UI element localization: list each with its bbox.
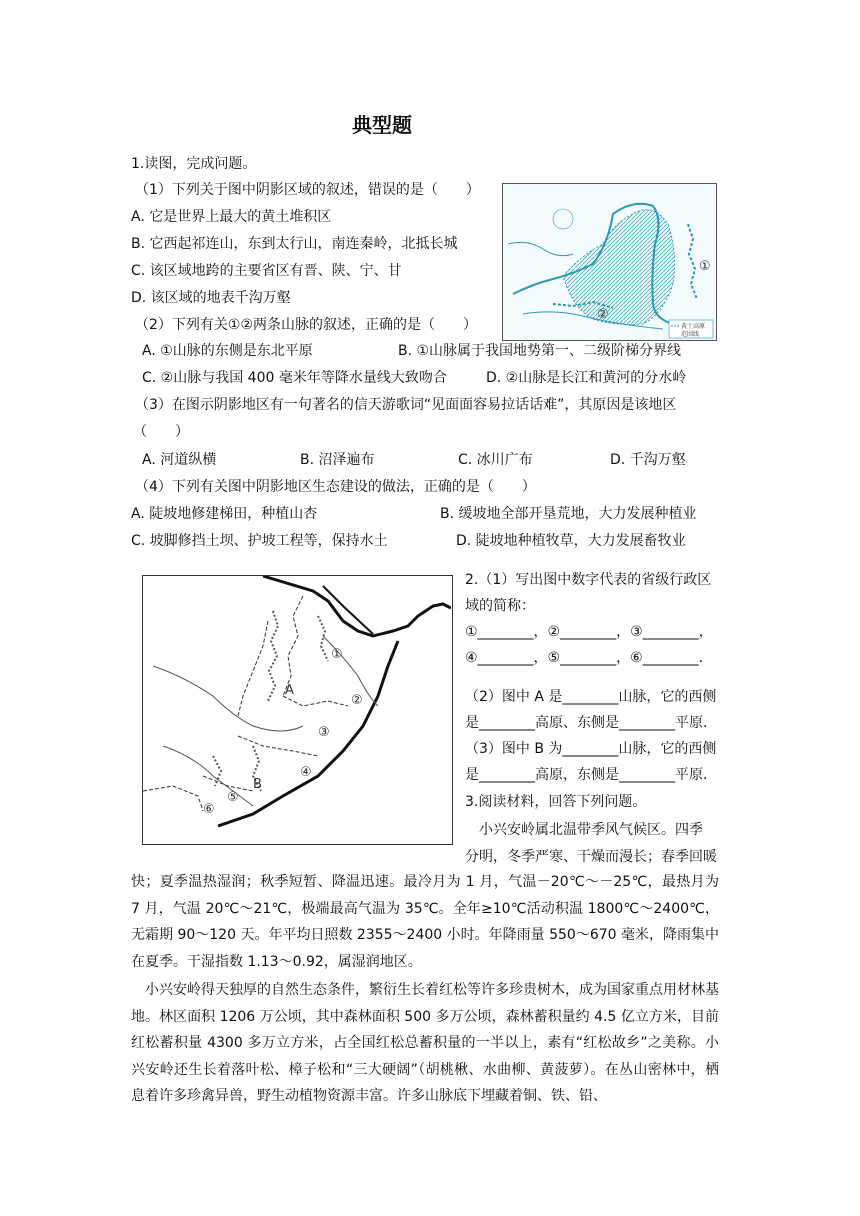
q2-line-1: 2.（1）写出图中数字代表的省级行政区 — [465, 572, 712, 588]
river-line — [163, 746, 253, 806]
province-boundary — [203, 776, 253, 791]
q1-p4-option-a: A. 陡坡地修建梯田，种植山杏 — [131, 506, 318, 522]
northeast-china-map — [142, 575, 453, 845]
q3-para1-line2: 分明，冬季严寒、干燥而漫长；春季回暖 — [465, 849, 717, 865]
loess-plateau-map — [502, 183, 717, 341]
country-border — [323, 586, 373, 634]
q1-p1-option-d: D. 该区域的地表千沟万壑 — [131, 290, 291, 306]
province-boundary — [283, 596, 303, 696]
province-label-5: ⑤ — [227, 790, 239, 805]
legend-label-2: 范围线 — [681, 331, 700, 338]
q1-p1-option-b: B. 它西起祁连山，东到太行山，南连秦岭，北抵长城 — [131, 236, 458, 252]
mountain-ridge — [688, 224, 697, 299]
q2-line-4: ④________，⑤________，⑥________. — [465, 650, 704, 666]
q2-line-8: 是________高原，东侧是________平原. — [465, 767, 708, 783]
q1-p2-option-a: A. ①山脉的东侧是东北平原 — [142, 343, 313, 359]
river-line — [508, 242, 573, 255]
q1-p1-stem: （1）下列关于图中阴影区域的叙述，错误的是（ ） — [135, 182, 480, 198]
q3-para2: 小兴安岭得天独厚的自然生态条件，繁衍生长着红松等许多珍贵树木，成为国家重点用材林基地。林区面积 1206 万公顷，其中森林面积 500 多万公顷，森林蓄积量约 4.5 亿立方米，目前红松蓄积量 4300 多万立方米，占全国红松总蓄积量的一半以上，素有“红松故乡”之美称。小兴安岭还生长着落叶松、樟子松和“三大硬阔”（胡桃楸、水曲柳、黄菠萝）。在丛山密林中，栖息着许多珍禽异兽，野生动植物资源丰富。许多山脉底下埋藏着铜、铁、铅、 — [131, 982, 719, 1104]
page-title: 典型题 — [352, 113, 412, 137]
province-outline — [553, 209, 573, 229]
q1-p2-option-b: B. ①山脉属于我国地势第一、二级阶梯分界线 — [398, 343, 682, 359]
q3-para1-line1: 小兴安岭属北温带季风气候区。四季 — [479, 822, 703, 838]
province-label-3: ③ — [318, 725, 330, 740]
q1-p3-option-c: C. 冰川广布 — [458, 452, 533, 468]
q2-line-3: ①________，②________，③________， — [465, 624, 713, 640]
q1-p4-stem: （4）下列有关图中阴影地区生态建设的做法，正确的是（ ） — [135, 479, 536, 495]
province-label-6: ⑥ — [203, 802, 215, 817]
q1-p3-option-a: A. 河道纵横 — [142, 452, 217, 468]
mountain-label-a: A — [285, 683, 294, 698]
mountain-label-b: B — [253, 777, 262, 792]
q1-p1-option-c: C. 该区域地跨的主要省区有晋、陕、宁、甘 — [131, 263, 402, 279]
q2-line-2: 域的简称： — [465, 598, 535, 614]
q1-stem: 1.读图，完成问题。 — [131, 156, 257, 172]
map-label-1: ① — [699, 259, 711, 274]
map-frame-cut — [143, 786, 203, 811]
q3-para1-rest: 快；夏季温热湿润；秋季短暂、降温迅速。最冷月为 1 月，气温－20℃～－25℃，最热月为 7 月，气温 20℃～21℃，极端最高气温为 35℃。全年≥10℃活动积温 1800℃～2400℃，无霜期 90～120 天。年平均日照数 2355～2400 小时。年降雨量 550～670 毫米，降雨集中在夏季。干湿指数 1.13～0.92，属湿润地区。 — [131, 874, 719, 970]
q2-line-7: （3）图中 B 为________山脉，它的西侧 — [465, 741, 717, 757]
legend-label: 黄土高原 — [681, 323, 706, 330]
river-line — [153, 666, 303, 731]
coast-border — [218, 641, 398, 826]
q1-p4-option-d: D. 陡坡地种植牧草，大力发展畜牧业 — [456, 533, 686, 549]
q2-line-5: （2）图中 A 是________山脉，它的西侧 — [465, 689, 717, 705]
q1-p3-option-b: B. 沼泽遍布 — [300, 452, 375, 468]
q1-p1-option-a: A. 它是世界上最大的黄土堆积区 — [131, 209, 332, 225]
province-label-2: ② — [351, 693, 363, 708]
province-label-4: ④ — [300, 765, 312, 780]
province-boundary — [238, 736, 318, 756]
q2-line-6: 是________高原、东侧是________平原. — [465, 715, 708, 731]
country-border — [263, 576, 451, 636]
q1-p2-option-c: C. ②山脉与我国 400 毫米年等降水量线大致吻合 — [142, 370, 447, 386]
q1-p2-stem: （2）下列有关①②两条山脉的叙述，正确的是（ ） — [135, 317, 478, 333]
q1-p2-option-d: D. ②山脉是长江和黄河的分水岭 — [486, 370, 687, 386]
q1-p4-option-b: B. 缓坡地全部开垦荒地，大力发展种植业 — [440, 506, 697, 522]
q1-p3-option-d: D. 千沟万壑 — [610, 452, 686, 468]
q3-stem: 3.阅读材料，回答下列问题。 — [465, 794, 647, 810]
map-label-2: ② — [597, 307, 609, 322]
q1-p4-option-c: C. 坡脚修挡土坝、护坡工程等，保持水土 — [131, 533, 388, 549]
province-boundary — [238, 621, 268, 716]
q1-p3-stem-cont: （ ） — [133, 424, 189, 440]
mountain-range — [318, 616, 328, 661]
mountain-range — [268, 611, 278, 701]
q1-p3-stem: （3）在图示阴影地区有一句著名的信天游歌词“见面面容易拉话话难”，其原因是该地区 — [135, 397, 677, 413]
province-label-1: ① — [331, 647, 343, 662]
